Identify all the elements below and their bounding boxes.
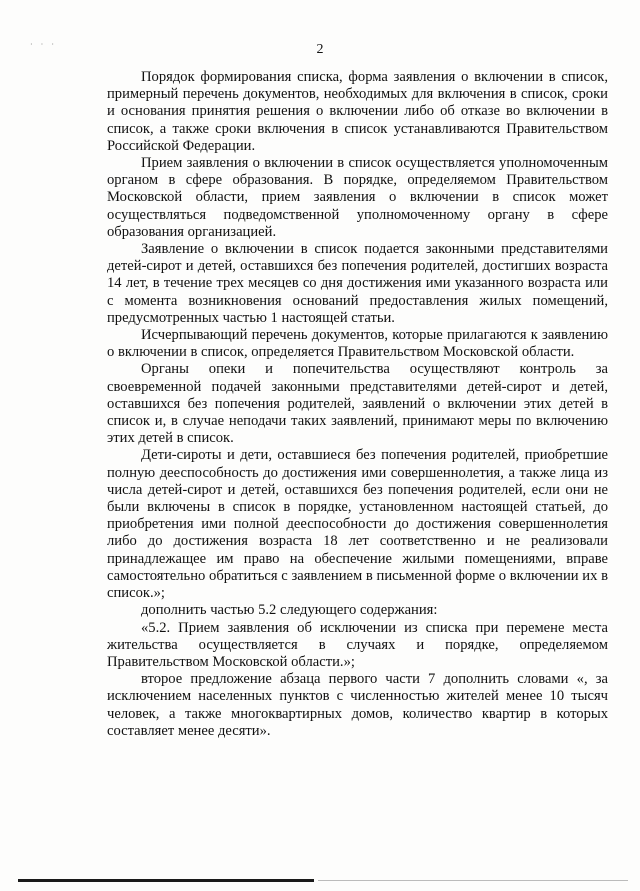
paragraph-amendment-5-2-intro: дополнить частью 5.2 следующего содержания: bbox=[141, 602, 438, 619]
scan-artifact: · · · bbox=[30, 40, 57, 49]
paragraph-guardianship-control: Органы опеки и попечительства осуществляют контроль за своевременной подачей законными представителями детей-сирот и детей, оставшихся без попечения родителей, заявлений о включении этих детей в список и, в случае неподачи таких заявлений, принимают меры по включению этих детей в список. bbox=[107, 361, 608, 447]
paragraph-list-procedure: Порядок формирования списка, форма заявления о включении в список, примерный перечень документов, необходимых для включения в список, сроки и основания принятия решения о включении либо об отказе во включении в список, а также сроки включения в список устанавливаются Правительством Российской Федерации. bbox=[107, 69, 608, 154]
paragraph-documents-list: Исчерпывающий перечень документов, которые прилагаются к заявлению о включении в список, определяется Правительством Московской области. bbox=[107, 327, 608, 361]
document-body bbox=[107, 69, 608, 740]
paragraph-amendment-5-2-text: «5.2. Прием заявления об исключении из списка при перемене места жительства осуществляется в случаях и порядке, определяемом Правительством Московской области.»; bbox=[107, 619, 608, 670]
paragraph-amendment-part-7: второе предложение абзаца первого части 7 дополнить словами «, за исключением населенных пунктов с численностью жителей менее 10 тысяч человек, а также многоквартирных домов, количество квартир в которых составляет менее десяти». bbox=[107, 671, 608, 739]
paragraph-application-acceptance: Прием заявления о включении в список осуществляется уполномоченным органом в сфере образования. В порядке, определяемом Правительством Московской области, прием заявления о включении в список может осуществляться подведомственной уполномоченному органу в сфере образования организацией. bbox=[107, 155, 608, 240]
scan-bottom-edge bbox=[18, 879, 314, 882]
scan-bottom-edge-faint bbox=[318, 880, 628, 881]
page-number: 2 bbox=[316, 42, 324, 57]
paragraph-application-submission: Заявление о включении в список подается законными представителями детей-сирот и детей, оставшихся без попечения родителей, достигших возраста 14 лет, в течение трех месяцев со дня достижения ими указанного возраста или с момента возникновения оснований предоставления жилых помещений, предусмотренных частью 1 настоящей статьи. bbox=[107, 241, 608, 326]
paragraph-orphans-right: Дети-сироты и дети, оставшиеся без попечения родителей, приобретшие полную дееспособность до достижения ими совершеннолетия, а также лица из числа детей-сирот и детей, оставшихся без попечения родителей, если они не были включены в список в порядке, установленном настоящей статьей, до приобретения ими полной дееспособности до достижения совершеннолетия либо до достижения возраста 18 лет соответственно и не реализовали принадлежащее им право на обеспечение жилыми помещениями, вправе самостоятельно обратиться с заявлением в письменной форме о включении их в список.»; bbox=[107, 447, 608, 602]
